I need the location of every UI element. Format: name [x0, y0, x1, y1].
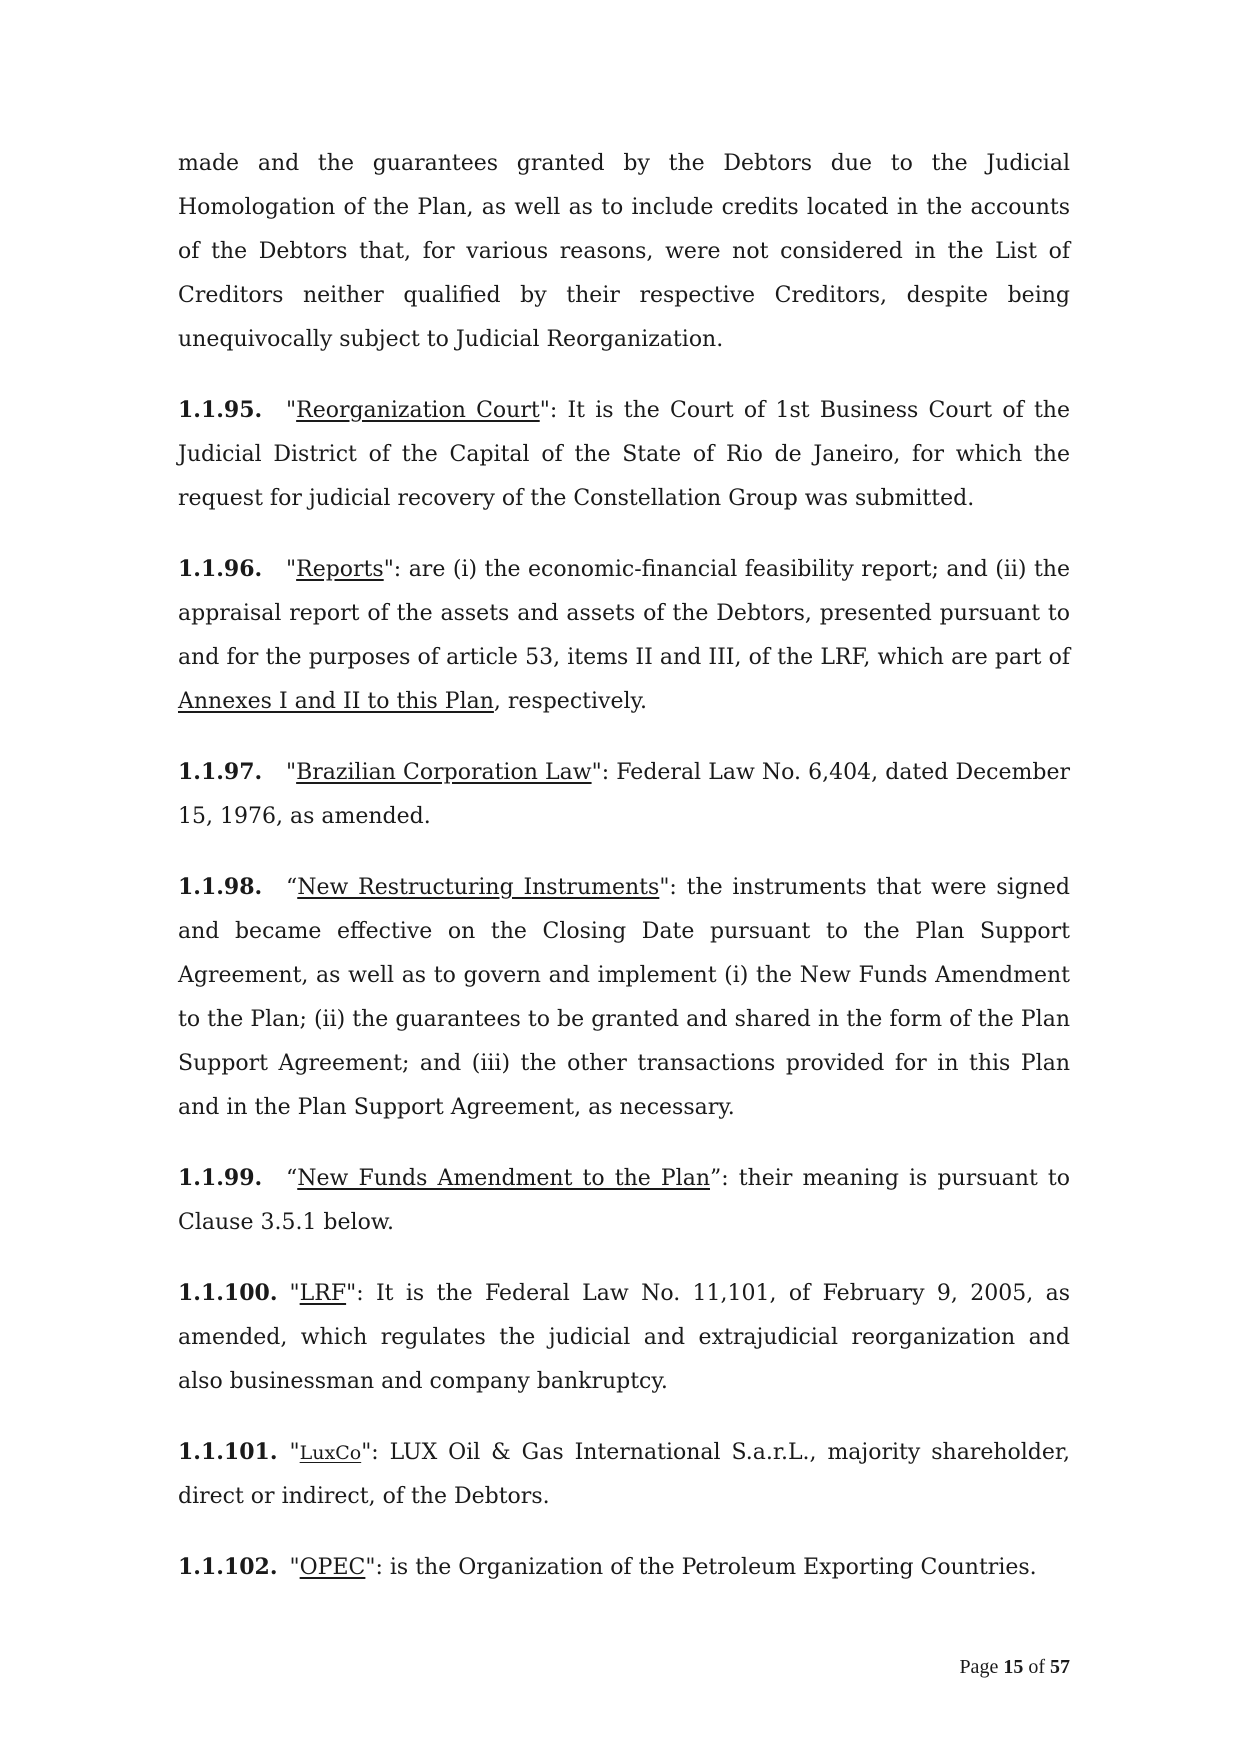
clause-number: 1.1.95.	[178, 397, 263, 423]
defined-term: LRF	[299, 1281, 347, 1306]
page-total: 57	[1050, 1656, 1070, 1678]
document-page	[178, 142, 1070, 1616]
defined-term: LuxCo	[299, 1442, 362, 1464]
clause-number: 1.1.99.	[178, 1165, 263, 1191]
of-label: of	[1028, 1656, 1045, 1678]
definition-text: ": It is the Court of 1st Business Court of the Judicial District of the Capital of the State of Rio de Janeiro, for which the request for judicial recovery of the Constellation Group was submitted.	[178, 398, 1070, 511]
definition-text: ": the instruments that were signed and became effective on the Closing Date pursuant to the Plan Support Agreement, as well as to govern and implement (i) the New Funds Amendment to the Plan; (ii) the guarantees to be granted and shared in the form of the Plan Support Agreement; and (iii) the other transactions provided for in this Plan and in the Plan Support Agreement, as necessary.	[178, 875, 1071, 1120]
page-footer	[959, 1656, 1070, 1679]
paragraph-text: made and the guarantees granted by the Debtors due to the Judicial Homologation of the Plan, as well as to include credits located in the accounts of the Debtors that, for various reasons, were not considered in the List of Creditors neither qualified by their respective Creditors, despite being unequivocally subject to Judicial Reorganization.	[178, 151, 1070, 352]
clause-1-1-96	[178, 547, 1070, 724]
clause-number: 1.1.100.	[178, 1280, 278, 1306]
defined-term: New Funds Amendment to the Plan	[297, 1166, 710, 1191]
defined-term: OPEC	[299, 1555, 366, 1580]
definition-text: ": LUX Oil & Gas International S.a.r.L., majority shareholder, direct or indirect, of the Debtors.	[178, 1440, 1070, 1509]
definition-text: ": are (i) the economic-financial feasibility report; and (ii) the appraisal report of the assets and assets of the Debtors, presented pursuant to and for the purposes of article 53, items II and III, of the LRF, which are part of	[178, 557, 1070, 670]
clause-1-1-98	[178, 865, 1070, 1130]
definition-text: ": It is the Federal Law No. 11,101, of February 9, 2005, as amended, which regulates the judicial and extrajudicial reorganization and also businessman and company bankruptcy.	[178, 1281, 1070, 1394]
defined-term: New Restructuring Instruments	[297, 875, 660, 900]
definition-text: ": is the Organization of the Petroleum Exporting Countries.	[365, 1555, 1037, 1580]
open-quote: "	[286, 760, 297, 785]
defined-term: Reorganization Court	[296, 398, 540, 423]
open-quote: "	[286, 557, 297, 582]
open-quote: "	[289, 1440, 300, 1465]
clause-1-1-100	[178, 1271, 1070, 1404]
definition-text: ”: their meaning is pursuant to Clause 3.5.1 below.	[178, 1166, 1070, 1235]
open-quote: "	[289, 1281, 300, 1306]
defined-term: Brazilian Corporation Law	[296, 760, 592, 785]
open-quote: “	[286, 1166, 298, 1191]
clause-1-1-99	[178, 1156, 1070, 1245]
clause-1-1-101	[178, 1430, 1070, 1519]
paragraph-continuation	[178, 142, 1070, 362]
page-number: 15	[1003, 1656, 1024, 1678]
open-quote: “	[286, 875, 298, 900]
clause-1-1-102	[178, 1545, 1070, 1590]
clause-1-1-97	[178, 750, 1070, 839]
clause-number: 1.1.98.	[178, 874, 263, 900]
definition-text-end: , respectively.	[493, 689, 648, 714]
clause-number: 1.1.101.	[178, 1439, 278, 1465]
defined-term: Reports	[296, 557, 384, 582]
definition-text: ": Federal Law No. 6,404, dated December 15, 1976, as amended.	[178, 760, 1070, 829]
open-quote: "	[289, 1555, 300, 1580]
annex-reference: Annexes I and II to this Plan	[178, 689, 494, 714]
clause-number: 1.1.97.	[178, 759, 263, 785]
page-label: Page	[959, 1656, 999, 1678]
clause-number: 1.1.96.	[178, 556, 263, 582]
clause-number: 1.1.102.	[178, 1554, 278, 1580]
clause-1-1-95	[178, 388, 1070, 521]
open-quote: "	[286, 398, 297, 423]
